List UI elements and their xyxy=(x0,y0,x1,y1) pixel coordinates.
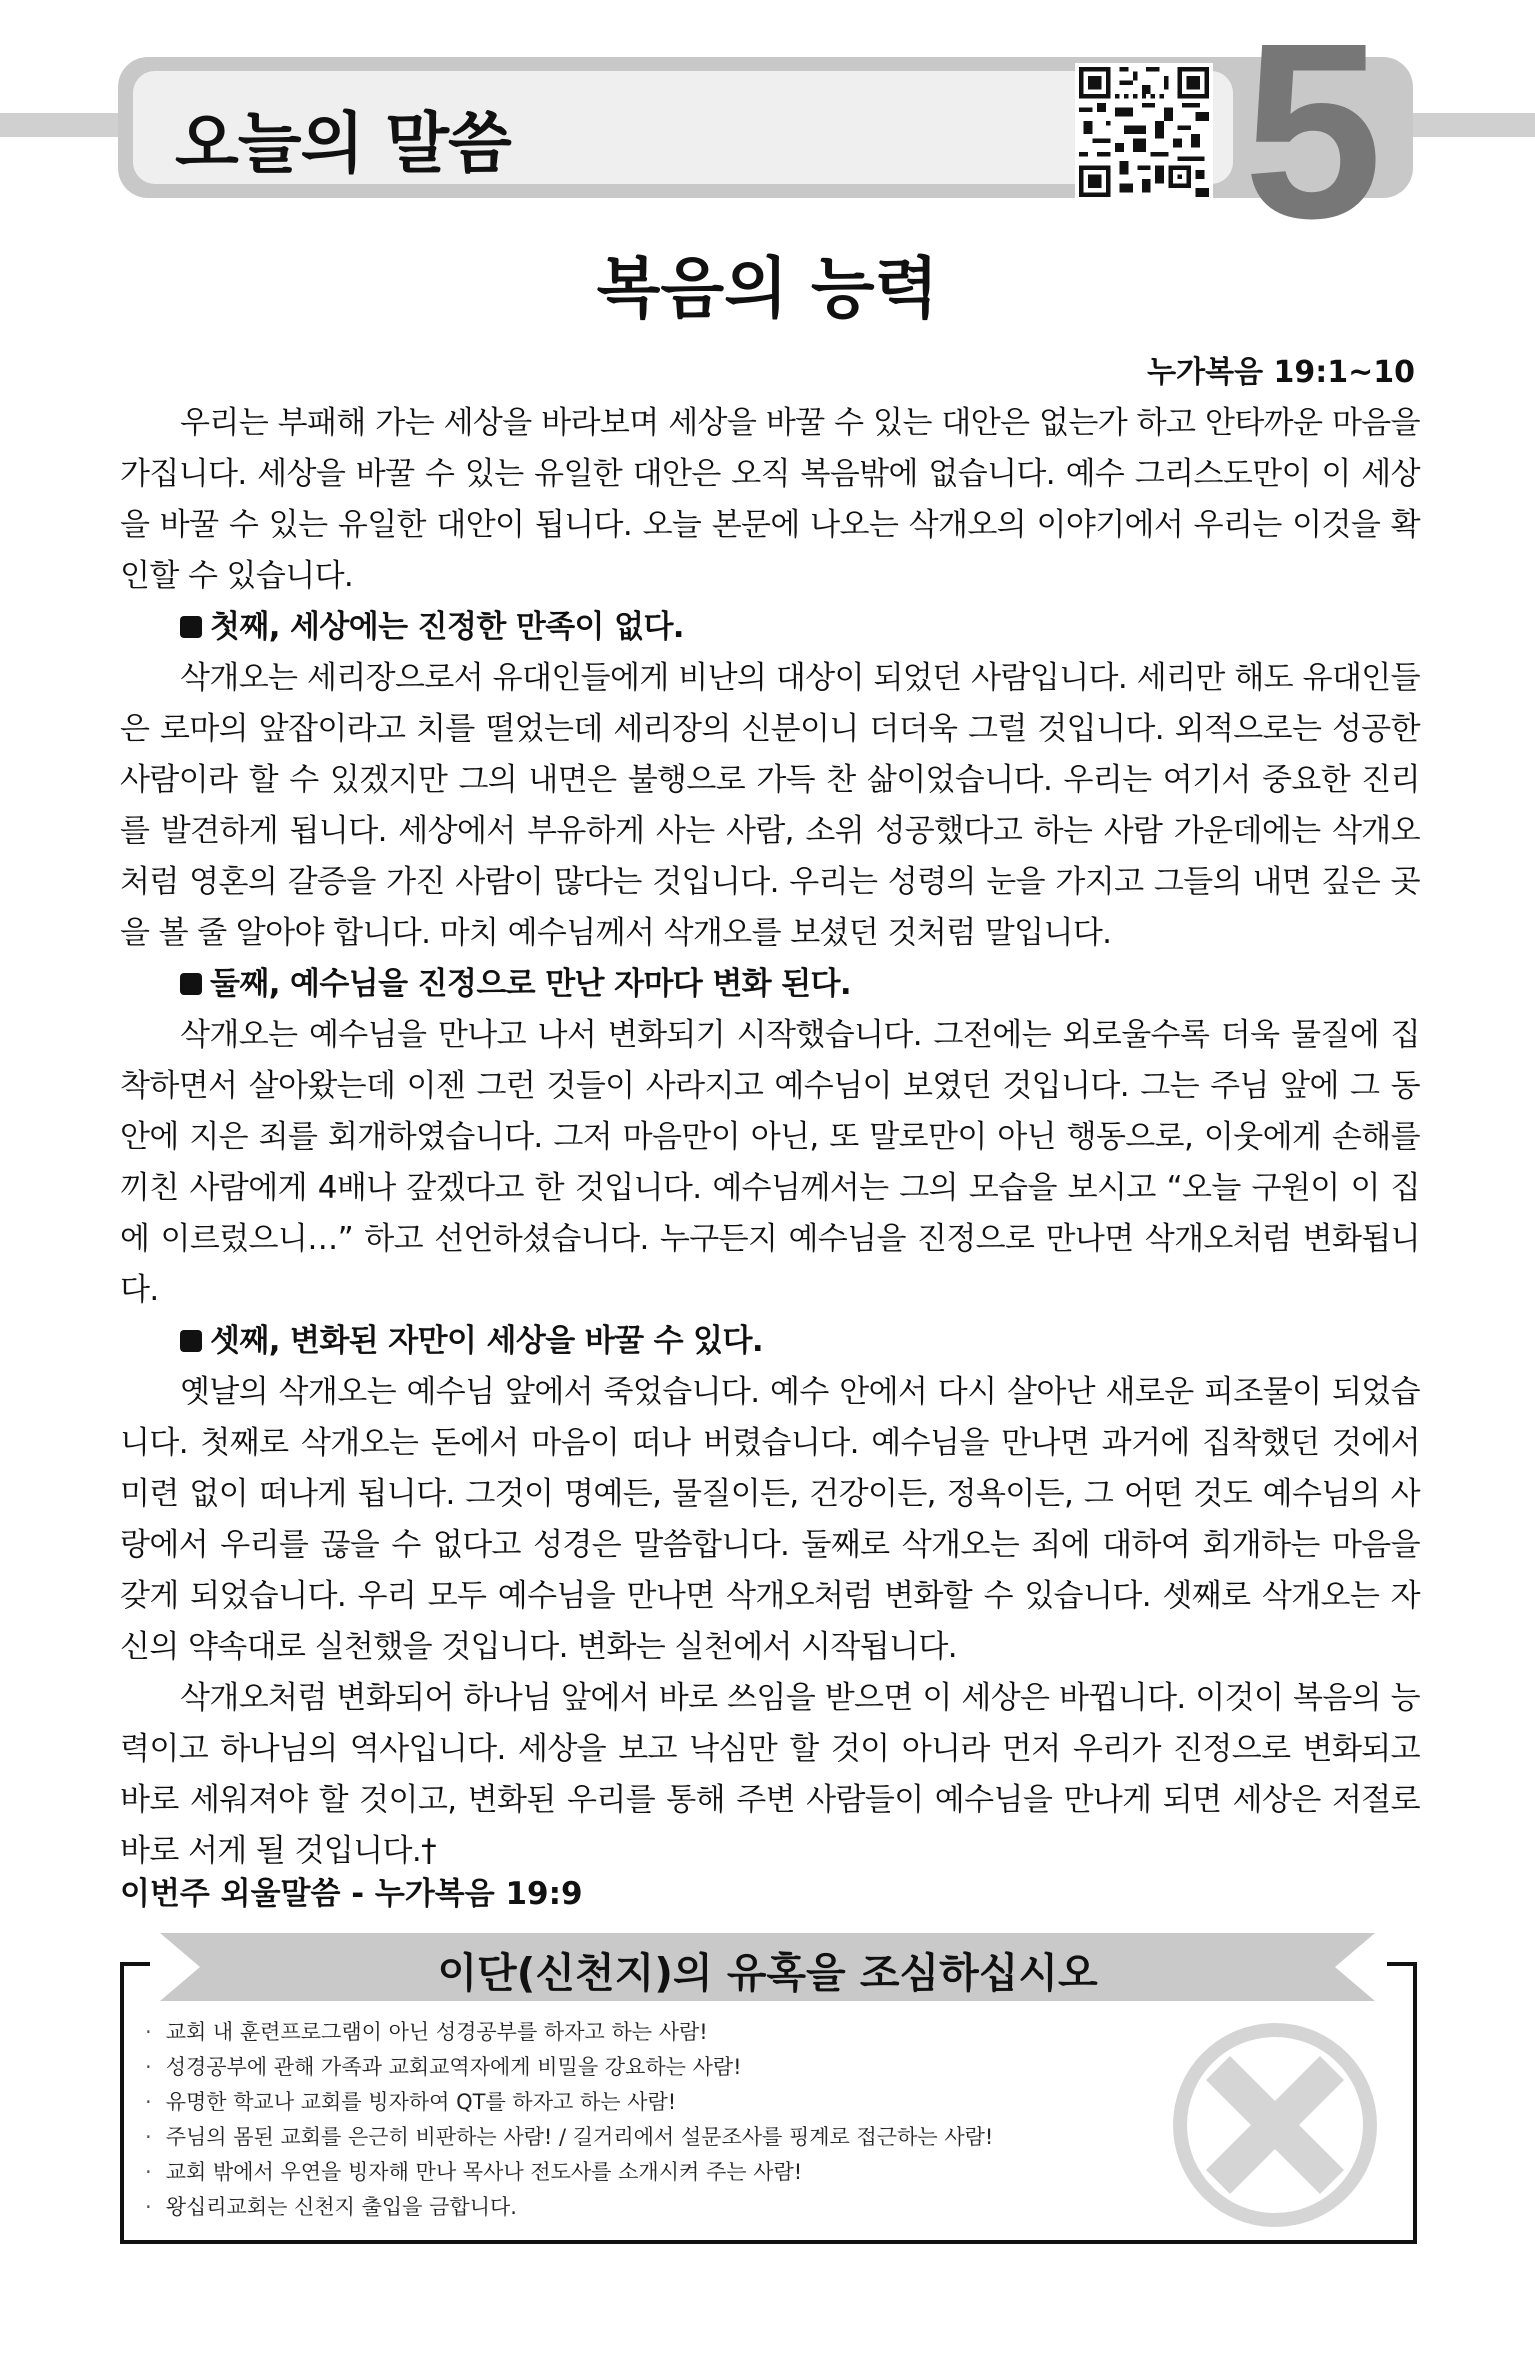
point-paragraph: 삭개오는 세리장으로서 유대인들에게 비난의 대상이 되었던 사람입니다. 세리만 해도 유대인들은 로마의 앞잡이라고 치를 떨었는데 세리장의 신분이니 더더욱 그럴 것입니다. 외적으로는 성공한 사람이라 할 수 있겠지만 그의 내면은 불행으로 가득 찬 삶이었습니다. 우리는 여기서 중요한 진리를 발견하게 됩니다. 세상에서 부유하게 사는 사람, 소위 성공했다고 하는 사람 가운데에는 삭개오처럼 영혼의 갈증을 가진 사람이 많다는 것입니다. 우리는 성령의 눈을 가지고 그들의 내면 깊은 곳을 볼 줄 알아야 합니다. 마치 예수님께서 삭개오를 보셨던 것처럼 말입니다. xyxy=(120,660,1420,951)
qr-code-icon[interactable] xyxy=(1075,63,1213,201)
warning-list xyxy=(145,2015,1145,2225)
section-number: 5 xyxy=(1243,0,1383,270)
x-circle-icon xyxy=(1170,2020,1380,2230)
memory-verse: 이번주 외울말씀 - 누가복음 19:9 xyxy=(120,1876,583,1912)
bullet-square-icon xyxy=(180,973,202,995)
point-heading-text: 첫째, 세상에는 진정한 만족이 없다. xyxy=(210,609,684,645)
list-item: · 유명한 학교나 교회를 빙자하여 QT를 하자고 하는 사람! xyxy=(145,2085,1145,2120)
list-item: · 성경공부에 관해 가족과 교회교역자에게 비밀을 강요하는 사람! xyxy=(145,2050,1145,2085)
bullet-square-icon xyxy=(180,616,202,638)
point-heading xyxy=(120,1316,1420,1367)
list-item: · 교회 밖에서 우연을 빙자해 만나 목사나 전도사를 소개시켜 주는 사람! xyxy=(145,2155,1145,2190)
point-paragraph: 옛날의 삭개오는 예수님 앞에서 죽었습니다. 예수 안에서 다시 살아난 새로운 피조물이 되었습니다. 첫째로 삭개오는 돈에서 마음이 떠나 버렸습니다. 예수님을 만나면 과거에 집착했던 것에서 미련 없이 떠나게 됩니다. 그것이 명예든, 물질이든, 건강이든, 정욕이든, 그 어떤 것도 예수님의 사랑에서 우리를 끊을 수 없다고 성경은 말씀합니다. 둘째로 삭개오는 죄에 대하여 회개하는 마음을 갖게 되었습니다. 우리 모두 예수님을 만나면 삭개오처럼 변화할 수 있습니다. 셋째로 삭개오는 자신의 약속대로 실천했을 것입니다. 변화는 실천에서 시작됩니다. xyxy=(120,1374,1420,1665)
point-heading xyxy=(120,959,1420,1010)
list-item: · 왕십리교회는 신천지 출입을 금합니다. xyxy=(145,2190,1145,2225)
point-heading-text: 둘째, 예수님을 진정으로 만난 자마다 변화 된다. xyxy=(210,966,852,1002)
scripture-reference: 누가복음 19:1~10 xyxy=(1147,355,1415,390)
point-paragraph: 삭개오는 예수님을 만나고 나서 변화되기 시작했습니다. 그전에는 외로울수록 더욱 물질에 집착하면서 살아왔는데 이젠 그런 것들이 사라지고 예수님이 보였던 것입니다. 그는 주님 앞에 그 동안에 지은 죄를 회개하였습니다. 그저 마음만이 아닌, 또 말로만이 아닌 행동으로, 이웃에게 손해를 끼친 사람에게 4배나 갚겠다고 한 것입니다. 예수님께서는 그의 모습을 보시고 “오늘 구원이 이 집에 이르렀으니…” 하고 선언하셨습니다. 누구든지 예수님을 진정으로 만나면 삭개오처럼 변화됩니다. xyxy=(120,1017,1420,1308)
list-item: · 교회 내 훈련프로그램이 아닌 성경공부를 하자고 하는 사람! xyxy=(145,2015,1145,2050)
list-item: · 주님의 몸된 교회를 은근히 비판하는 사람! / 길거리에서 설문조사를 핑계로 접근하는 사람! xyxy=(145,2120,1145,2155)
warning-title: 이단(신천지)의 유혹을 조심하십시오 xyxy=(437,1949,1098,1997)
conclusion-paragraph: 삭개오처럼 변화되어 하나님 앞에서 바로 쓰임을 받으면 이 세상은 바뀝니다. 이것이 복음의 능력이고 하나님의 역사입니다. 세상을 보고 낙심만 할 것이 아니라 먼저 우리가 진정으로 변화되고 바로 세워져야 할 것이고, 변화된 우리를 통해 주변 사람들이 예수님을 만나게 되면 세상은 저절로 바로 서게 될 것입니다.† xyxy=(120,1680,1420,1869)
point-heading xyxy=(120,602,1420,653)
point-heading-text: 셋째, 변화된 자만이 세상을 바꿀 수 있다. xyxy=(210,1323,764,1359)
sermon-body xyxy=(120,398,1420,1877)
section-title: 오늘의 말씀 xyxy=(175,105,511,182)
sermon-title: 복음의 능력 xyxy=(596,250,939,327)
intro-paragraph: 우리는 부패해 가는 세상을 바라보며 세상을 바꿀 수 있는 대안은 없는가 하고 안타까운 마음을 가집니다. 세상을 바꿀 수 있는 유일한 대안은 오직 복음밖에 없습니다. 예수 그리스도만이 이 세상을 바꿀 수 있는 유일한 대안이 됩니다. 오늘 본문에 나오는 삭개오의 이야기에서 우리는 이것을 확인할 수 있습니다. xyxy=(120,405,1420,594)
bullet-square-icon xyxy=(180,1330,202,1352)
